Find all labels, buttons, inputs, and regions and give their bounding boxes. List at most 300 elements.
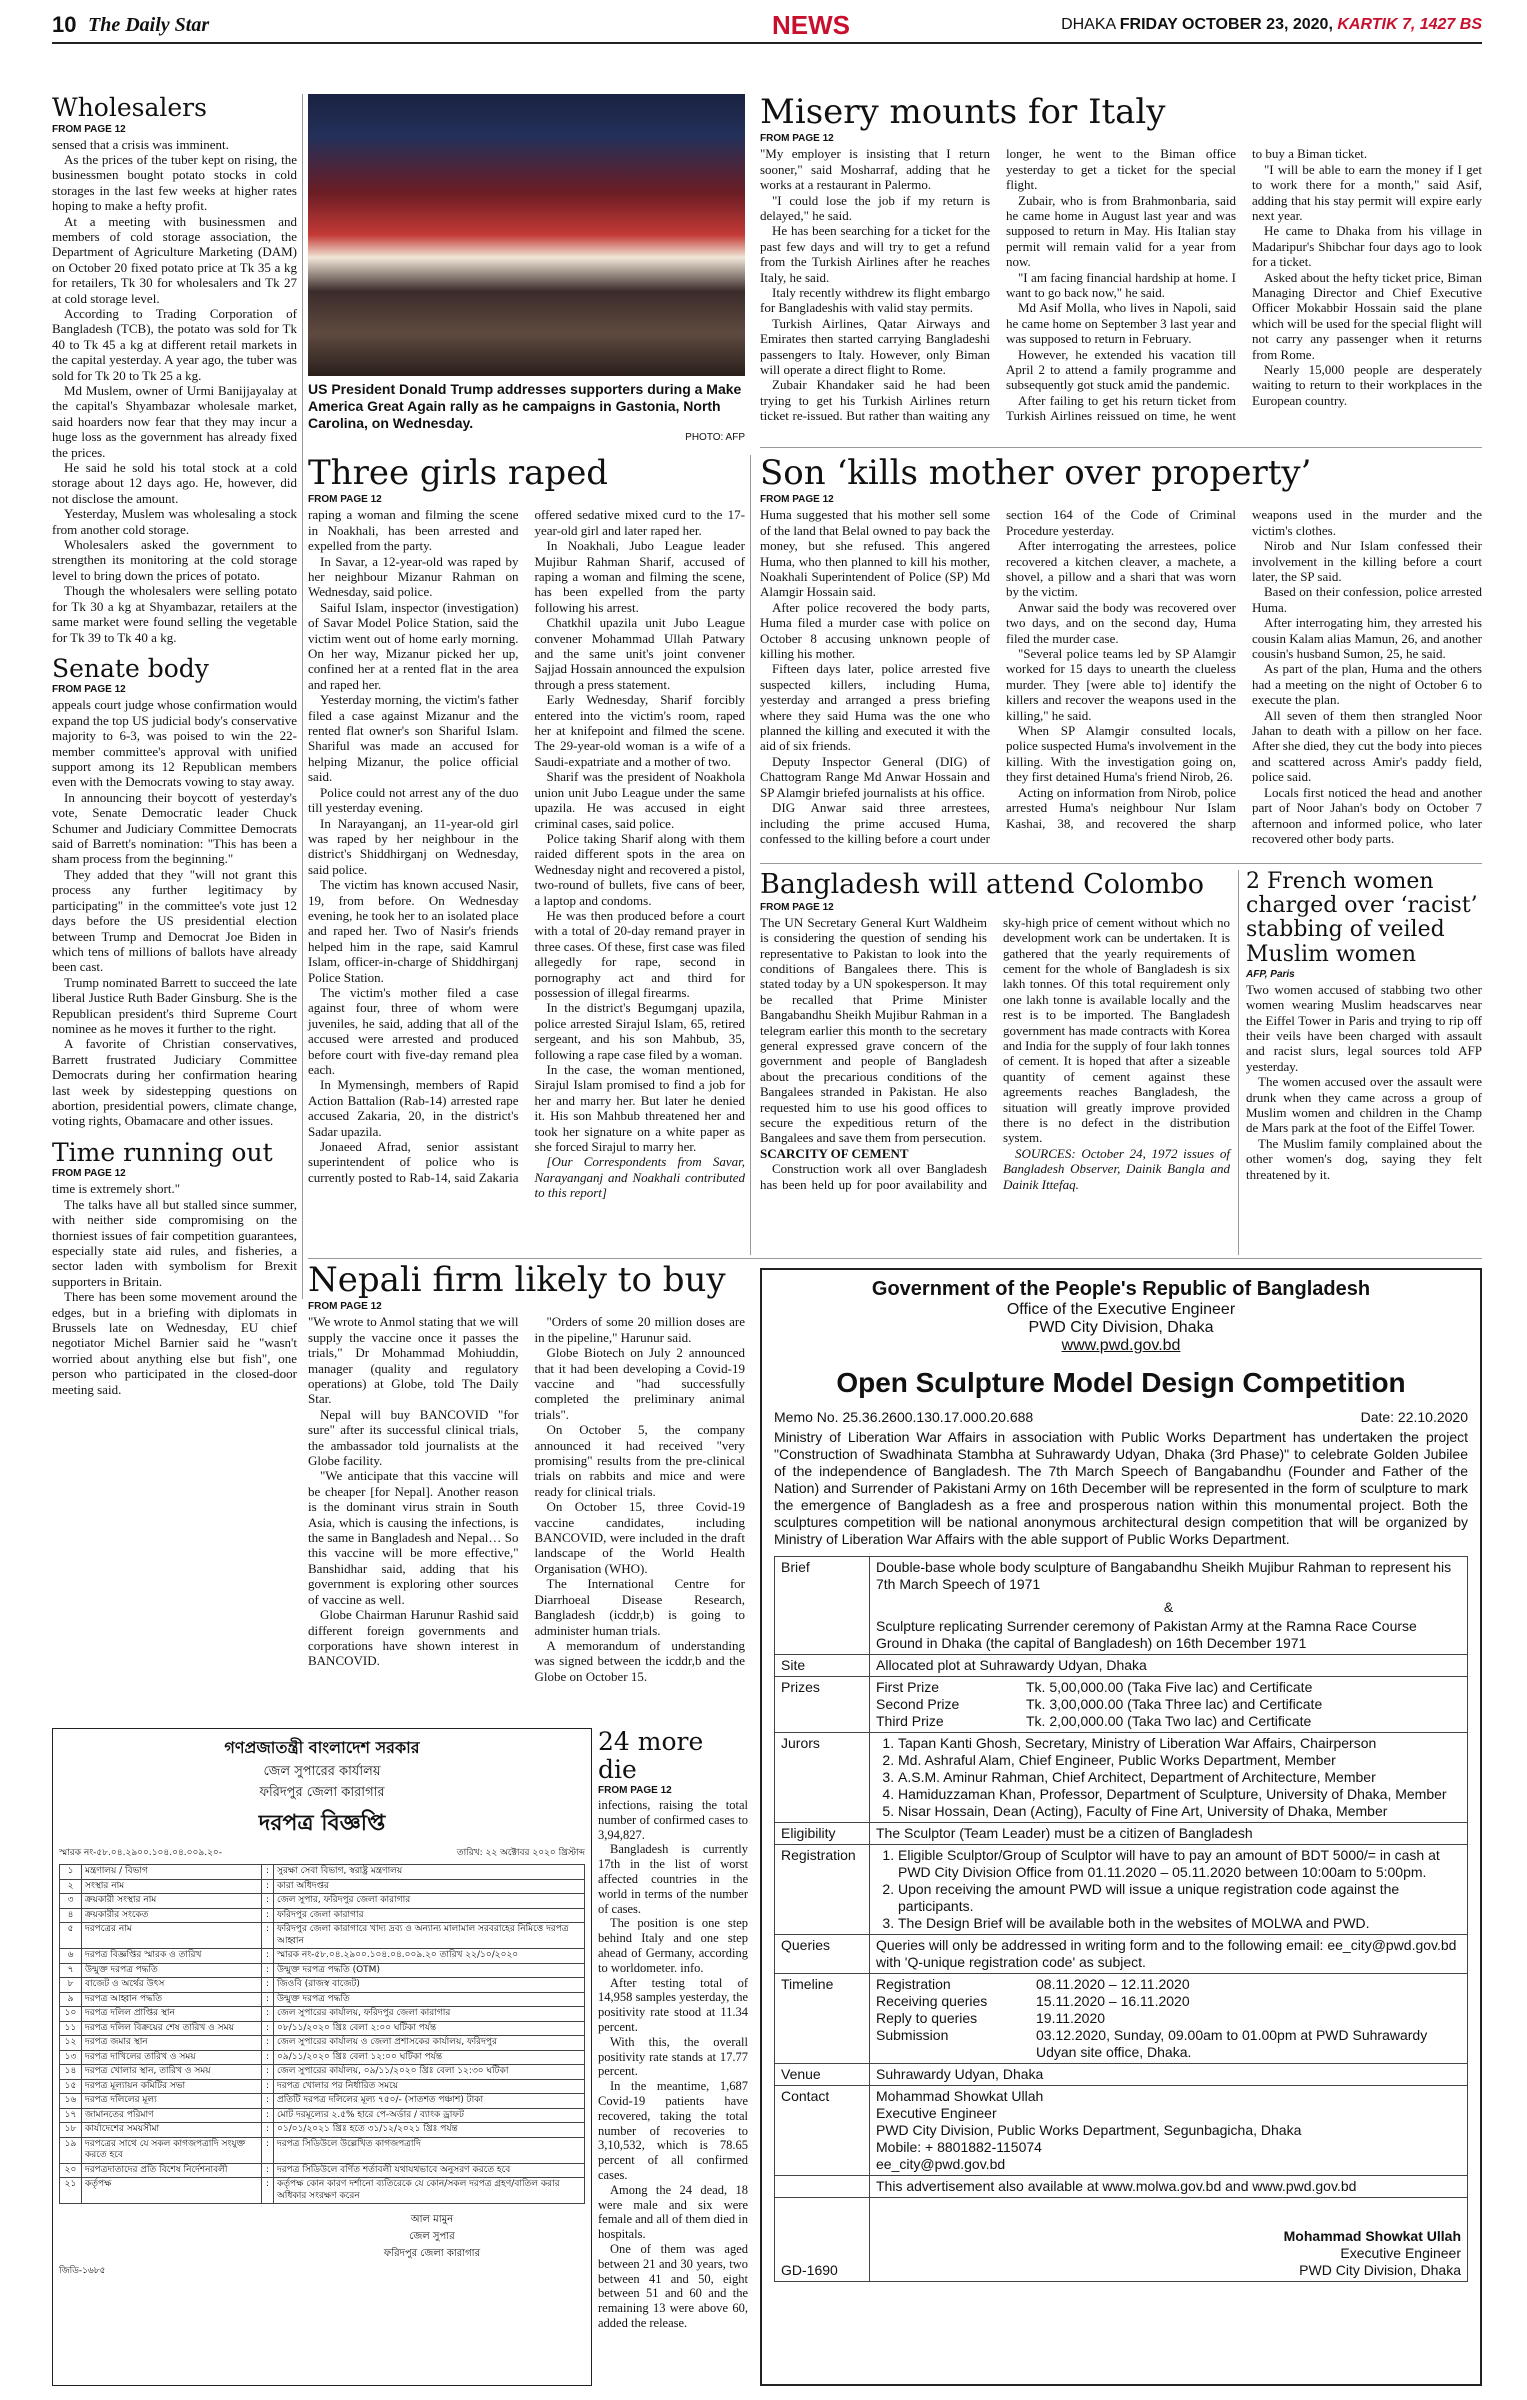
cell-separator: : (262, 2137, 274, 2163)
jurors-list (876, 1735, 1461, 1820)
ad-key: Brief (775, 1557, 870, 1655)
bn-signature (279, 2212, 585, 2263)
ad-val (870, 1974, 1468, 2064)
ad-web-link[interactable]: www.pwd.gov.bd (1061, 1337, 1181, 1354)
paragraph: However, he extended his vacation till April 2 to attend a family programme and subsequently got stuck amid the pandemic. (1006, 346, 1236, 393)
paragraph: In Mymensingh, members of Rapid Action Battalion (Rab-14) arrested rape accused Zakaria, 20, in the district's Sadar upazila. (308, 1077, 519, 1139)
headline-french: 2 French women charged over ‘racist’ stabbing of veiled Muslim women (1246, 869, 1478, 967)
cell-separator: : (262, 1978, 274, 1993)
paragraph: One of them was aged between 21 and 30 years, two between 41 and 50, eight between 51 and 60 and the remaining 13 were above 60, added the release. (598, 2241, 748, 2330)
cell-separator: : (262, 1992, 274, 2007)
paragraph: The position is one step behind Italy and one step ahead of Germany, according to worldometer. info. (598, 1916, 748, 1975)
ad-val: This advertisement also available at www.molwa.gov.bd and www.pwd.gov.bd (870, 2176, 1468, 2198)
paragraph: Police taking Sharif along with them raided different spots in the area on Wednesday night and recovered a pistol, two-round of bullets, five cans of beer, a laptop and condoms. (534, 830, 745, 908)
cell-n: ১০ (60, 2007, 82, 2022)
article-body (52, 697, 297, 1128)
registration-list (876, 1847, 1461, 1932)
bn-title: দরপত্র বিজ্ঞপ্তি (258, 1811, 386, 1836)
cell-v: দরপত্র সিডিউলে বর্ণিত শর্তাবলী যথাযথভাবে অনুসরণ করতে হবে (274, 2163, 585, 2178)
ad-office: Office of the Executive Engineer (1006, 1301, 1236, 1318)
cell-n: ২০ (60, 2163, 82, 2178)
dateline (1061, 16, 1482, 34)
cell-n: ৯ (60, 1992, 82, 2007)
table-row (60, 1879, 585, 1894)
paragraph: The victim's mother filed a case against four, three of whom were juveniles, he said, adding that all of the accused were arrested and produced before court with five-day remand plea each. (308, 984, 519, 1078)
kv-value: Tk. 3,00,000.00 (Taka Three lac) and Certificate (1026, 1696, 1323, 1712)
table-row (60, 1992, 585, 2007)
table-row (60, 2137, 585, 2163)
paragraph: He came to Dhaka from his village in Madaripur's Shibchar four days ago to look for a ticket. (1252, 223, 1482, 270)
ad-row-eligibility (775, 1823, 1468, 1845)
cell-l: দরপত্র দলিলের মূল্য (82, 2094, 262, 2109)
line: PWD City Division, Public Works Department, Segunbagicha, Dhaka (876, 2122, 1302, 2138)
line: আল মামুন (410, 2214, 454, 2225)
paragraph: Anwar said the body was recovered over two days, and on the second day, Huma filed the murder case. (1006, 599, 1236, 646)
brief-1: Double-base whole body sculpture of Bangabandhu Sheikh Mujibur Rahman to represent his 7th March Speech of 1971 (876, 1559, 1452, 1592)
kv-value: 03.12.2020, Sunday, 09.00am to 01.00pm at PWD Suhrawardy Udyan site office, Dhaka. (1036, 2027, 1428, 2060)
from-label: FROM PAGE 12 (52, 684, 126, 696)
cell-separator: : (262, 2108, 274, 2123)
article-body (308, 507, 745, 1262)
table-row (60, 1963, 585, 1978)
headline-son: Son ‘kills mother over property’ (760, 453, 1312, 493)
paragraph: In Noakhali, Jubo League leader Mujibur Rahman Sharif, accused of raping a woman and filming the scene, has been expelled from the party following his arrest. (534, 538, 745, 615)
cell-n: ১৪ (60, 2065, 82, 2080)
table-row (60, 2178, 585, 2204)
paragraph: Early Wednesday, Sharif forcibly entered into the victim's room, raped her at knifepoint and filmed the scene. The 29-year-old woman is a wife of a Saudi-expatriate and a mother of two. (534, 692, 745, 769)
table-row (60, 1894, 585, 1909)
cell-separator: : (262, 1908, 274, 1923)
paragraph: Huma suggested that his mother sell some of the land that Belal owned to pay back the money, but she refused. This angered Huma, who then planned to kill his mother, Noakhali Superintendent of Police (SP) Md Alamgir Hossain said. (760, 507, 990, 600)
subhead: SCARCITY OF CEMENT (760, 1145, 909, 1161)
table-row (60, 2050, 585, 2065)
ad-row-queries (775, 1935, 1468, 1974)
cell-separator: : (262, 2021, 274, 2036)
paragraph: Jonaeed Afrad, senior assistant superintendent of police who is currently posted to Rab-14, said Zakaria offered sedative mixed curd to the 17-year-old girl and later raped her. (308, 507, 745, 1185)
column-rule (750, 455, 751, 1255)
ad-row-venue (775, 2064, 1468, 2086)
paragraph: The talks have all but stalled since summer, with neither side compromising on the thorniest issues of fair competition guarantees, especially state aid rules, and fisheries, a sector laden with symbolism for Brexit supporters in Britain. (52, 1196, 297, 1289)
paragraph: After interrogating the arrestees, police recovered a kitchen cleaver, a machete, a shovel, a pillow and a shari that was worn by the victim. (1006, 538, 1236, 600)
from-label: FROM PAGE 12 (52, 1168, 126, 1180)
list-item: 4. Hamiduzzaman Khan, Professor, Department of Sculpture, University of Dhaka, Member (898, 1786, 1461, 1803)
ad-row-site (775, 1655, 1468, 1677)
cell-separator: : (262, 2123, 274, 2138)
paragraph: With this, the overall positivity rate stands at 17.77 percent. (598, 2034, 748, 2079)
cell-separator: : (262, 1865, 274, 1880)
paragraph: In Narayanganj, an 11-year-old girl was raped by her neighbour in the district's Shiddhirganj on Wednesday, said police. (308, 815, 519, 877)
kv-row (876, 2027, 1461, 2061)
article-son (760, 455, 1482, 875)
paragraph: "I will be able to earn the money if I get to work there for a month," said Asif, adding that his stay permit will expire early next year. (1252, 161, 1482, 224)
kv-key: First Prize (876, 1679, 939, 1695)
headline-senate: Senate body (52, 653, 209, 683)
paragraph: Chatkhil upazila unit Jubo League convener Mohammad Ullah Patwary and the same unit's joint convener Sajjad Hossain announced the expulsion through a press statement. (534, 615, 745, 692)
ad-details-table (774, 1556, 1468, 2282)
paragraph: Nearly 15,000 people are desperately waiting to return to their workplaces in the European country. (1252, 362, 1482, 408)
ad-val (870, 1677, 1468, 1733)
list-item: 3. A.S.M. Aminur Rahman, Chief Architect, Department of Architecture, Member (898, 1769, 1461, 1786)
paragraph: Two women accused of stabbing two other women wearing Muslim headscarves near the Eiffel Tower in Paris and trying to rip off their veils have been charged with assault and racist slurs, legal sources told AFP yesterday. (1246, 981, 1482, 1074)
paragraph: He was then produced before a court with a total of 20-day remand prayer in three cases. Of these, first case was filed allegedly for rape, second in pornography act and third for possession of illegal firearms. (534, 907, 745, 1000)
paragraph: Based on their confession, police arrested Huma. (1252, 584, 1482, 615)
ad-row-timeline (775, 1974, 1468, 2064)
table-row (60, 2036, 585, 2051)
ad-key: Contact (775, 2086, 870, 2176)
paragraph: DIG Anwar said three arrestees, including the prime accused Huma, confessed to the killing before a court under section 164 of the Code of Criminal Procedure yesterday. (760, 507, 1236, 846)
ad-val (870, 1557, 1468, 1655)
paragraph: time is extremely short." (52, 1181, 181, 1197)
cell-n: ১৭ (60, 2108, 82, 2123)
kv-key: Second Prize (876, 1696, 960, 1712)
cell-n: ১৮ (60, 2123, 82, 2138)
cell-v: সুরক্ষা সেবা বিভাগ, স্বরাষ্ট্র মন্ত্রণালয় (274, 1865, 585, 1880)
ad-gov: Government of the People's Republic of Bangladesh (871, 1278, 1371, 1300)
line: PWD City Division, Dhaka (1299, 2262, 1461, 2278)
cell-l: কার্যাদেশের সময়সীমা (82, 2123, 262, 2138)
paragraph: Sharif was the president of Noakhola union unit Jubo League under the same upazila. He was accused in eight criminal cases, said police. (534, 769, 745, 831)
paragraph: As part of the plan, Huma and the others had a meeting on the night of October 6 to execute the plan. (1252, 661, 1482, 708)
kv-key: Receiving queries (876, 1993, 988, 2009)
list-item: 3. The Design Brief will be available both in the websites of MOLWA and PWD. (898, 1915, 1461, 1932)
cell-v: ০১/০১/২০২১ খ্রিঃ হতে ৩১/১২/২০২১ খ্রিঃ পর্যন্ত (274, 2123, 585, 2138)
bn-jail: ফরিদপুর জেলা কারাগার (259, 1785, 385, 1800)
cell-n: ৭ (60, 1963, 82, 1978)
ad-key: Registration (775, 1845, 870, 1935)
ad-val (870, 2086, 1468, 2176)
paragraph: Wholesalers asked the government to strengthen its monitoring at the cold storage level to bring down the prices of potato. (52, 537, 297, 583)
line: Mohammad Showkat Ullah (1283, 2228, 1461, 2244)
headline-nepali: Nepali firm likely to buy (308, 1260, 726, 1300)
paragraph: Bangladesh is currently 17th in the list of worst affected countries in the world in terms of the number of cases. (598, 1842, 748, 1916)
cell-v: স্মারক নং-৫৮.০৪.২৯০০.১০৪.০৪.০০৯.২০ তারিখ ২২/১০/২০২০ (274, 1949, 585, 1964)
cell-n: ১৯ (60, 2137, 82, 2163)
section-rule (308, 1258, 1482, 1259)
table-row (60, 1923, 585, 1949)
cell-l: দরপত্র দাখিলের তারিখ ও সময় (82, 2050, 262, 2065)
paragraph: "My employer is insisting that I return sooner," said Mosharraf, adding that he works at a restaurant in Palermo. (760, 146, 990, 193)
paragraph: In Savar, a 12-year-old was raped by her neighbour Mizanur Rahman on Wednesday, said police. (308, 553, 519, 600)
paragraph: He said he sold his total stock at a cold storage about 12 days ago. He, however, did not disclose the amount. (52, 460, 297, 506)
cell-separator: : (262, 2050, 274, 2065)
kv-row (876, 1713, 1461, 1730)
column-rule (1238, 870, 1239, 1255)
article-more (598, 1728, 748, 2386)
paragraph: Zubair Khandaker said he had been trying to get his Turkish Airlines return ticket re-issued. But rather than waiting any longer, he went to the Biman office yesterday to get a ticket for the special flight. (760, 146, 1236, 424)
ad-row-contact (775, 2086, 1468, 2176)
cell-l: দরপত্র মূল্যায়ন কমিটির সভা (82, 2079, 262, 2094)
kv-key: Submission (876, 2027, 949, 2043)
paragraph: All seven of them then strangled Noor Jahan to death with a pillow on her face. After she died, they cut the body into pieces and scattered across Amir's paddy field, police said. (1252, 707, 1482, 785)
ad-memo-row (774, 1409, 1468, 1425)
paragraph: Acting on information from Nirob, police arrested Huma's neighbour Nur Islam Kashai, 38, and recovered the sharp weapons used in the murder and the victim's clothes. (1006, 507, 1482, 831)
article-italy (760, 94, 1482, 446)
cell-n: ৬ (60, 1949, 82, 1964)
ad-key: Site (775, 1655, 870, 1677)
cell-l: বাজেট ও অর্থের উৎস (82, 1978, 262, 1993)
paragraph: "Several police teams led by SP Alamgir worked for 15 days to unearth the clueless murder. They [were able to] identify the killers and recover the weapons used in the killing," he said. (1006, 646, 1236, 723)
bn-memo-row (59, 1845, 585, 1860)
paragraph: Nepal will buy BANCOVID "for sure" after its successful clinical trials, the ambassador told journalists at the Globe facility. (308, 1406, 519, 1469)
cell-n: ৮ (60, 1978, 82, 1993)
cell-separator: : (262, 2079, 274, 2094)
list-item: 1. Tapan Kanti Ghosh, Secretary, Ministry of Liberation War Affairs, Chairperson (898, 1735, 1461, 1752)
cell-n: ১ (60, 1865, 82, 1880)
paragraph: Though the wholesalers were selling potato for Tk 30 a kg at Shyambazar, retailers at the same market were found selling the vegetable for Tk 39 to Tk 40 a kg. (52, 583, 297, 645)
from-label: FROM PAGE 12 (308, 494, 382, 506)
ad-key (775, 2176, 870, 2198)
line[interactable]: ee_city@pwd.gov.bd (876, 2156, 1006, 2172)
brief-2: Sculpture replicating Surrender ceremony of Pakistan Army at the Ramna Race Course Ground in Dhaka (the capital of Bangladesh) on 16th December 1971 (876, 1618, 1417, 1651)
paragraph: Locals first noticed the head and another part of Noor Jahan's body on October 7 afternoon and informed police, who later recovered other body parts. (1252, 784, 1482, 846)
kv-row (876, 1976, 1461, 1993)
table-row (60, 1978, 585, 1993)
kv-row (876, 2010, 1461, 2027)
headline-italy: Misery mounts for Italy (760, 92, 1166, 132)
paragraph: Italy recently withdrew its flight embargo for Bangladeshis with valid stay permits. (760, 285, 990, 316)
paragraph: Yesterday, Muslem was wholesaling a stock from another cold storage. (52, 506, 297, 537)
paragraph: In the district's Begumganj upazila, police arrested Sirajul Islam, 65, retired sergeant, and his son Mahbub, 35, following a rape case filed by a woman. (534, 1000, 745, 1062)
paragraph: After police recovered the body parts, Huma filed a murder case with police on October 8 accusing unknown people of killing his mother. (760, 599, 990, 662)
masthead-logo: The Daily Star (88, 14, 210, 36)
kv-value: Tk. 2,00,000.00 (Taka Two lac) and Certificate (1026, 1713, 1312, 1729)
kv-row (876, 1679, 1461, 1696)
paragraph: According to Trading Corporation of Bangladesh (TCB), the potato was sold for Tk 40 to Tk 45 a kg at different retail markets in the capital yesterday. A year ago, the tuber was sold for Tk 20 to Tk 25 a kg. (52, 305, 297, 383)
ad-val: The Sculptor (Team Leader) must be a citizen of Bangladesh (870, 1823, 1468, 1845)
paragraph: The women accused over the assault were drunk when they came across a group of Muslim women and children in the Champ de Mars park at the foot of the Eiffel Tower. (1246, 1074, 1482, 1136)
date-city: DHAKA (1061, 16, 1116, 33)
from-label: AFP, Paris (1246, 968, 1295, 980)
kv-value: 15.11.2020 – 16.11.2020 (1036, 1993, 1190, 2009)
cell-l: দরপত্র খোলার স্থান, তারিখ ও সময় (82, 2065, 262, 2080)
article-colombo (760, 870, 1230, 1255)
list-item: 2. Upon receiving the amount PWD will issue a unique registration code against the participants. (898, 1881, 1461, 1915)
cell-v: প্রতিটি দরপত্র দলিলের মূল্য ৭৫০/- (সাতশত পঞ্চাশ) টাকা (274, 2094, 585, 2109)
cell-l: কর্তৃপক্ষ (82, 2178, 262, 2204)
paragraph: Md Muslem, owner of Urmi Banijjayalay at the capital's Shyambazar wholesale market, said hoarders now fear that they may incur a huge loss as the government has already fixed the prices. (52, 383, 297, 460)
from-label: FROM PAGE 12 (52, 123, 126, 135)
paragraph: In announcing their boycott of yesterday's vote, Senate Democratic leader Chuck Schumer and Judiciary Committee Democrats said of Barrett's nomination: "This has been a sham process from the beginning." (52, 789, 297, 867)
table-row (60, 2007, 585, 2022)
paragraph: On October 5, the company announced it had received "very promising" results from the pre-clinical trials on rabbits and mice and were ready for clinical trials. (534, 1422, 745, 1499)
cell-n: ১৩ (60, 2050, 82, 2065)
paragraph: As the prices of the tuber kept on rising, the businessmen bought potato stocks in cold storages in the last few weeks at higher rates hoping to make a hefty profit. (52, 151, 297, 214)
article-french (1246, 870, 1482, 1255)
kv-row (876, 1993, 1461, 2010)
article-body (1246, 982, 1482, 1182)
from-label: FROM PAGE 12 (760, 133, 834, 145)
cell-separator: : (262, 2065, 274, 2080)
cell-l: উন্মুক্ত দরপত্র পদ্ধতি (82, 1963, 262, 1978)
ad-signature (870, 2198, 1468, 2282)
cell-n: ১২ (60, 2036, 82, 2051)
paragraph: After failing to get his return ticket from Turkish Airlines reissued on time, he went to buy a Biman ticket. (1006, 146, 1368, 424)
table-row (60, 1865, 585, 1880)
cell-l: ক্রয়কারীর সংকেত (82, 1908, 262, 1923)
table-row (60, 2094, 585, 2109)
paragraph: sensed that a crisis was imminent. (52, 136, 229, 152)
ad-date: Date: 22.10.2020 (1360, 1409, 1468, 1425)
bn-code: জিডি-১৬৮৫ (59, 2266, 106, 2276)
line: Executive Engineer (1340, 2245, 1461, 2261)
cell-l: দরপত্র দলিল প্রাপ্তির স্থান (82, 2007, 262, 2022)
kv-value: Tk. 5,00,000.00 (Taka Five lac) and Certificate (1026, 1679, 1313, 1695)
cell-l: জামানতের পরিমাণ (82, 2108, 262, 2123)
cell-l: দরপত্রদাতাদের প্রতি বিশেষ নির্দেশনাবলী (82, 2163, 262, 2178)
paragraph: Construction work all over Bangladesh has been held up for poor availability and sky-high price of cement without which no development work can be undertaken. It is gathered that the yearly requirements of cement for the whole of Bangladesh is six lakh tonnes. Of this total requirement only one lakh tonne is available locally and the rest is to be imported. The Bangladesh government has made contracts with Korea and India for the supply of four lakh tonnes of cement. It is hoped that after a sizeable quantity of cement against these agreements reaches Bangladesh, the situation will greatly improve provided there is no defect in the distribution system. (760, 914, 1230, 1192)
line: ফরিদপুর জেলা কারাগার (383, 2248, 481, 2259)
cell-l: দরপত্র আহ্বান পদ্ধতি (82, 1992, 262, 2007)
ad-memo: Memo No. 25.36.2600.130.17.000.20.688 (774, 1409, 1034, 1425)
paragraph: infections, raising the total number of confirmed cases to 3,94,827. (598, 1798, 748, 1842)
cell-l: দরপত্রের নাম (82, 1923, 262, 1949)
paragraph: Zubair, who is from Brahmonbaria, said he came home in August last year and was supposed to return in May. His Italian stay permit will remain valid for a year from now. (1006, 192, 1236, 270)
paragraph: In the meantime, 1,687 Covid-19 patients have recovered, taking the total number of recoveries to 3,10,532, which is 78.65 percent of all confirmed cases. (598, 2079, 748, 2182)
bn-gov: গণপ্রজাতন্ত্রী বাংলাদেশ সরকার (224, 1738, 420, 1757)
bn-memo: স্মারক নং-৫৮.০৪.২৯০০.১০৪.০৪.০০৯.২০- (59, 1848, 223, 1858)
cell-n: ১৫ (60, 2079, 82, 2094)
cell-separator: : (262, 2163, 274, 2178)
section-rule (760, 863, 1482, 864)
page-number: 10 (52, 12, 77, 37)
paragraph: "I could lose the job if my return is delayed," he said. (760, 192, 990, 224)
article-body (598, 1798, 748, 2331)
cell-separator: : (262, 2094, 274, 2109)
cell-n: ২ (60, 1879, 82, 1894)
paragraph: After testing total of 14,958 samples yesterday, the positivity rate stood at 11.34 percent. (598, 1975, 748, 2034)
ad-row-registration (775, 1845, 1468, 1935)
paragraph: In the case, the woman mentioned, Sirajul Islam promised to find a job for her and marry her. But later he denied it. His son Mahbub threatened her and took her signature on a white paper as she forced Sirajul to marry her. (534, 1062, 745, 1155)
bn-table (59, 1864, 585, 2204)
paragraph: The International Centre for Diarrhoeal Disease Research, Bangladesh (icddr,b) is going to administer human trials. (534, 1576, 745, 1638)
cell-v: দরপত্র সিডিউলে উল্লেখিত কাগজপত্রাদি (274, 2137, 585, 2163)
bangla-tender-notice (52, 1728, 592, 2386)
paragraph: On October 15, three Covid-19 vaccine candidates, including BANCOVID, were included in the draft landscape of the World Health Organisation (WHO). (534, 1499, 745, 1576)
cell-separator: : (262, 1894, 274, 1909)
bn-office: জেল সুপারের কার্যালয় (263, 1764, 381, 1779)
kv-key: Registration (876, 1976, 951, 1992)
paragraph: Trump nominated Barrett to succeed the late liberal Justice Ruth Bader Ginsburg. She is the Republican president's third Supreme Court nominee as he moves it further to the right. (52, 974, 297, 1036)
date-main: FRIDAY OCTOBER 23, 2020, (1119, 16, 1333, 33)
table-row (60, 2065, 585, 2080)
from-label: FROM PAGE 12 (760, 901, 834, 913)
cell-v: উন্মুক্ত দরপত্র পদ্ধতি (274, 1992, 585, 2007)
paragraph: At a meeting with businessmen and members of cold storage association, the Department of Agriculture Marketing (DAM) on October 20 fixed potato price at Tk 35 a kg for retailers, Tk 30 for wholesalers and Tk 27 at cold storage level. (52, 213, 297, 306)
cell-l: দরপত্র জমার স্থান (82, 2036, 262, 2051)
paragraph: Turkish Airlines, Qatar Airways and Emirates then started carrying Bangladeshi passengers to Italy. However, only Biman will operate a direct flight to Rome. (760, 315, 990, 378)
article-girls (308, 455, 745, 1255)
photo-caption: US President Donald Trump addresses supporters during a Make America Great Again rally as he campaigns in Gastonia, North Carolina, on Wednesday. (308, 381, 742, 431)
article-time (52, 1139, 297, 1397)
table-row (60, 1908, 585, 1923)
ad-val (870, 1733, 1468, 1823)
list-item: 2. Md. Ashraful Alam, Chief Engineer, Public Works Department, Member (898, 1752, 1461, 1769)
table-row (60, 1949, 585, 1964)
cell-v: কারা অধিদপ্তর (274, 1879, 585, 1894)
line: Mobile: + 8801882-115074 (876, 2139, 1042, 2155)
paragraph: A memorandum of understanding was signed between the icddr,b and the Globe on October 15. (534, 1637, 745, 1684)
cell-separator: : (262, 1923, 274, 1949)
cell-v: উন্মুক্ত দরপত্র পদ্ধতি (OTM) (274, 1963, 585, 1978)
date-bangla: KARTIK 7, 1427 BS (1337, 16, 1482, 33)
cell-n: ৪ (60, 1908, 82, 1923)
cell-l: দরপত্রের সাথে যে সকল কাগজপত্রাদি সংযুক্ত করতে হবে (82, 2137, 262, 2163)
headline-girls: Three girls raped (308, 453, 609, 493)
cell-v: ফরিদপুর জেলা কারাগার (274, 1908, 585, 1923)
ad-row-jurors (775, 1733, 1468, 1823)
cell-n: ৩ (60, 1894, 82, 1909)
cell-l: দরপত্র বিজ্ঞপ্তির স্মারক ও তারিখ (82, 1949, 262, 1964)
ad-key: Jurors (775, 1733, 870, 1823)
table-row (60, 2108, 585, 2123)
from-label: FROM PAGE 12 (308, 1301, 382, 1313)
ad-gd-code: GD-1690 (775, 2198, 870, 2282)
cell-l: ক্রয়কারী সংস্থার নাম (82, 1894, 262, 1909)
paragraph: "Orders of some 20 million doses are in the pipeline," Harunur said. (534, 1314, 745, 1345)
page-header (52, 10, 1482, 44)
table-row (60, 2021, 585, 2036)
section-label: NEWS (772, 10, 850, 40)
paragraph: Globe Biotech on July 2 announced that it had been developing a Covid-19 vaccine and "had successfully completed the preliminary animal trials". (534, 1345, 745, 1422)
paragraph: A favorite of Christian conservatives, Barrett frustrated Judiciary Committee Democrats during her confirmation hearing last week by sidestepping questions on abortion, presidential powers, climate change, voting rights, Obamacare and other issues. (52, 1036, 297, 1129)
paragraph: The Muslim family complained about the other women's dog, saying they felt threatened by it. (1246, 1135, 1482, 1182)
paragraph: appeals court judge whose confirmation would expand the top US judicial body's conservative majority to 6-3, was poised to win the 22-member committee's approval with unified support among its 12 Republican members even with the Democrats vowing to stay away. (52, 697, 297, 790)
article-body (52, 137, 297, 645)
photo-block (308, 94, 745, 446)
cell-separator: : (262, 2178, 274, 2204)
paragraph: Police could not arrest any of the duo till yesterday evening. (308, 784, 519, 816)
rally-photo (308, 94, 745, 376)
cell-l: দরপত্র দলিল বিক্রয়ের শেষ তারিখ ও সময় (82, 2021, 262, 2036)
ad-row-avail (775, 2176, 1468, 2198)
ad-key: Prizes (775, 1677, 870, 1733)
article-body (308, 1314, 745, 1724)
ad-division: PWD City Division, Dhaka (1028, 1319, 1214, 1336)
article-wholesalers (52, 94, 297, 645)
ad-val: Allocated plot at Suhrawardy Udyan, Dhaka (870, 1655, 1468, 1677)
cell-v: জেল সুপারের কার্যালয় ও জেলা প্রশাসকের কার্যালয়, ফরিদপুর (274, 2036, 585, 2051)
cell-v: জেল সুপারের কার্যালয়, ফরিদপুর জেলা কারাগার (274, 2007, 585, 2022)
paragraph: "We wrote to Anmol stating that we will supply the vaccine once it passes the trials," Dr Mohammad Mohiuddin, manager (quality and regulatory operations) at Globe, told The Daily Star. (308, 1314, 519, 1407)
ad-intro: Ministry of Liberation War Affairs in association with Public Works Department has undertaken the project "Construction of Swadhinata Stambha at Suhrawardy Udyan, Dhaka (3rd Phase)" to celebrate Golden Jubilee of the independence of Bangladesh. The 7th March Speech of Bangabandhu (Founder and Father of the Nation) and Surrender of Pakistani Army on 16th December will be represented in the form of sculpture to mark the emergence of Bangladesh as a free and prosperous nation within this monumental project. Both the sculptures competition will be national anonymous architectural design competition that will be organized by Ministry of Liberation War Affairs with the able support of Public Works Department. (774, 1429, 1468, 1547)
ad-val: Suhrawardy Udyan, Dhaka (870, 2064, 1468, 2086)
paragraph: There has been some movement around the edges, but in a briefing with diplomats in Brussels late on Wednesday, EU chief negotiator Michel Barnier said he "wasn't worried about anything else but fish", one person who participated in the closed-door meeting said. (52, 1289, 297, 1397)
list-item: 1. Eligible Sculptor/Group of Sculptor will have to pay an amount of BDT 5000/= in cash at PWD City Division Office from 01.11.2020 – 05.11.2020 between 10:00am to 5:00pm. (898, 1847, 1461, 1881)
photo-credit: PHOTO: AFP (685, 432, 745, 443)
paragraph: "We anticipate that this vaccine will be cheaper [for Nepal]. Another reason is the dominant virus strain in South Asia, which is causing the infections, is the same in Bangladesh and Nepal… So this vaccine will be more effective," Banshidhar said, adding that his government is exploring other sources of vaccine as well. (308, 1468, 519, 1607)
from-label: FROM PAGE 12 (598, 1785, 672, 1796)
cell-n: ১১ (60, 2021, 82, 2036)
pwd-advertisement (760, 1268, 1482, 2386)
ad-key: Eligibility (775, 1823, 870, 1845)
cell-n: ৫ (60, 1923, 82, 1949)
ad-row-sign (775, 2198, 1468, 2282)
cell-separator: : (262, 2036, 274, 2051)
cell-separator: : (262, 1949, 274, 1964)
column-rule (302, 94, 303, 1299)
cell-v: দরপত্র খোলার পর নির্ধারিত সময়ে (274, 2079, 585, 2094)
cell-v: কর্তৃপক্ষ কোন কারণ দর্শানো ব্যতিরেকে যে কোন/সকল দরপত্র গ্রহণ/বাতিল করার অধিকার সংরক্ষণ করেন (274, 2178, 585, 2204)
line: Executive Engineer (876, 2105, 997, 2121)
line: Mohammad Showkat Ullah (876, 2088, 1044, 2104)
paragraph: Among the 24 dead, 18 were male and six were female and all of them died in hospitals. (598, 2182, 748, 2242)
ad-key: Venue (775, 2064, 870, 2086)
paragraph: Deputy Inspector General (DIG) of Chattogram Range Md Anwar Hossain and SP Alamgir briefed journalists at his office. (760, 753, 990, 800)
kv-value: 19.11.2020 (1036, 2010, 1106, 2026)
paragraph: When SP Alamgir consulted locals, police suspected Huma's involvement in the killing. With the investigation going on, they first detained Huma's friend Nirob, 26. (1006, 723, 1236, 785)
cell-v: ফরিদপুর জেলা কারাগারে খাদ্য দ্রব্য ও অন্যান্য মালামাল সরবরাহের নিমিত্তে দরপত্র আহ্বান (274, 1923, 585, 1949)
paragraph: Fifteen days later, police arrested five suspected killers, including Huma, yesterday and arranged a press briefing where they said Huma was the one who planned the killing and executed it with the aid of six friends. (760, 661, 990, 754)
